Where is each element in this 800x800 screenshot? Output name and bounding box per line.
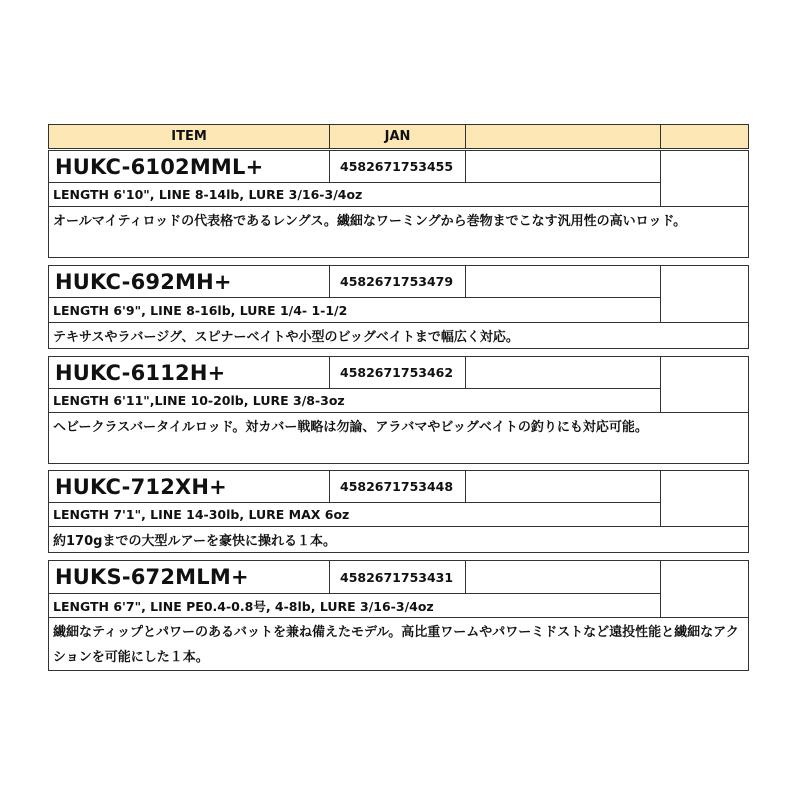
product-description: オールマイティロッドの代表格であるレングス。繊細なワーミングから巻物までこなす汎用性の高いロッド。 bbox=[48, 206, 749, 258]
header-jan: JAN bbox=[329, 124, 466, 149]
product-spec: LENGTH 6'7", LINE PE0.4-0.8号, 4-8lb, LURE 3/16-3/4oz bbox=[48, 593, 661, 618]
product-jan: 4582671753462 bbox=[329, 356, 466, 389]
header-blank-1 bbox=[465, 124, 661, 149]
product-jan: 4582671753455 bbox=[329, 150, 466, 183]
product-description: 繊細なティップとパワーのあるバットを兼ね備えたモデル。高比重ワームやパワーミドストなど遠投性能と繊細なアクションを可能にした１本。 bbox=[48, 617, 749, 671]
product-spec: LENGTH 6'11",LINE 10-20lb, LURE 3/8-3oz bbox=[48, 388, 661, 413]
product-model: HUKS-672MLM+ bbox=[48, 560, 330, 594]
product-jan: 4582671753479 bbox=[329, 265, 466, 298]
product-model: HUKC-6102MML+ bbox=[48, 150, 330, 183]
product-jan: 4582671753431 bbox=[329, 560, 466, 594]
product-spec: LENGTH 7'1", LINE 14-30lb, LURE MAX 6oz bbox=[48, 502, 661, 527]
product-blank-cell bbox=[465, 470, 661, 503]
product-blank-cell bbox=[465, 560, 661, 594]
product-model: HUKC-712XH+ bbox=[48, 470, 330, 503]
product-blank-cell-right bbox=[660, 150, 749, 207]
header-blank-2 bbox=[660, 124, 749, 149]
product-blank-cell-right bbox=[660, 560, 749, 618]
product-jan: 4582671753448 bbox=[329, 470, 466, 503]
product-description: ヘビークラスバータイルロッド。対カバー戦略は勿論、アラバマやビッグベイトの釣りにも対応可能。 bbox=[48, 412, 749, 464]
product-blank-cell-right bbox=[660, 470, 749, 527]
product-model: HUKC-692MH+ bbox=[48, 265, 330, 298]
product-model: HUKC-6112H+ bbox=[48, 356, 330, 389]
product-blank-cell bbox=[465, 356, 661, 389]
product-description: テキサスやラバージグ、スピナーベイトや小型のビッグベイトまで幅広く対応。 bbox=[48, 322, 749, 349]
product-blank-cell-right bbox=[660, 356, 749, 413]
product-spec: LENGTH 6'10", LINE 8-14lb, LURE 3/16-3/4oz bbox=[48, 182, 661, 207]
product-description: 約170gまでの大型ルアーを豪快に操れる１本。 bbox=[48, 526, 749, 553]
product-spec: LENGTH 6'9", LINE 8-16lb, LURE 1/4- 1-1/2 bbox=[48, 297, 661, 323]
header-item: ITEM bbox=[48, 124, 330, 149]
product-blank-cell-right bbox=[660, 265, 749, 323]
product-blank-cell bbox=[465, 150, 661, 183]
product-blank-cell bbox=[465, 265, 661, 298]
